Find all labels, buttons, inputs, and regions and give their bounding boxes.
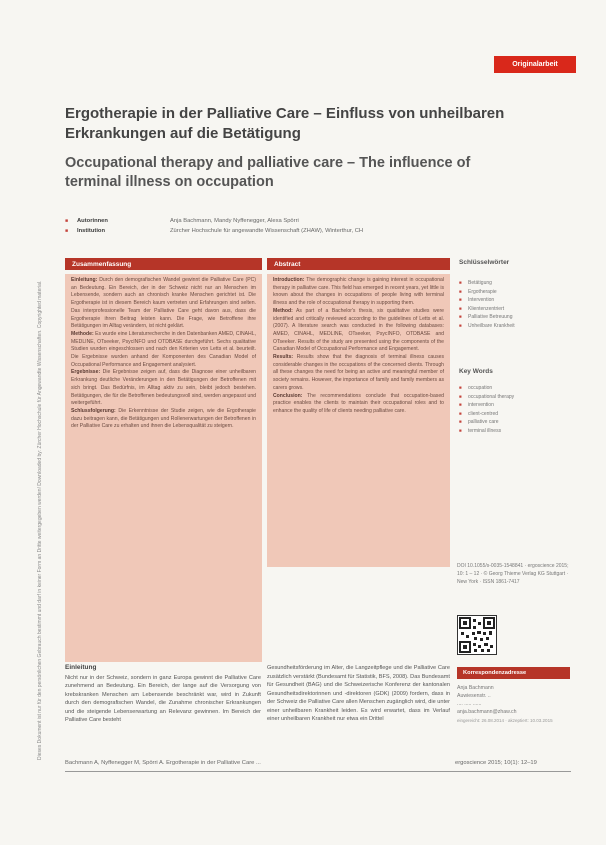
doi-info: DOI 10.1055/s-0035-1548841 · ergoscience 2015; 10: 1 – 12 · © Georg Thieme Verlag KG Stuttgart · New York · ISSN 1861-7417 bbox=[457, 563, 569, 585]
footer-citation: Bachmann A, Nyffenegger M, Spörri A. Ergotherapie in der Palliative Care ... bbox=[65, 760, 261, 766]
authors-value: Anja Bachmann, Mandy Nyffenegger, Alexa Spörri bbox=[170, 218, 299, 224]
keyword-item: ■ Intervention bbox=[459, 296, 515, 305]
zusammenfassung-box bbox=[65, 274, 262, 662]
category-badge: Originalarbeit bbox=[494, 56, 576, 73]
institution-row bbox=[65, 226, 535, 236]
body-text: Gesundheitsförderung im Alter, die Langzeitpflege und die Palliative Care zusätzlich verstärkt (Bundesamt für Statistik, BFS, 2008). Das Bundesamt für Gesundheit (BAG) und die Schweizerische Konferenz der kantonalen Gesundheitsdirektorinnen und -direktoren (GDK) (2009) fordern, dass in der Schweiz die Palliative Care allen Menschen zugänglich wird, die unter einer unheilbaren Krankheit leiden. Es wird erwartet, dass im Verlauf einer unheilbaren Krankheit nur etwa ein Drittel bbox=[267, 665, 450, 722]
keyword-item: ■ occupation bbox=[459, 384, 514, 393]
keyword-item: ■ palliative care bbox=[459, 418, 514, 427]
institution-value: Zürcher Hochschule für angewandte Wissenschaft (ZHAW), Winterthur, CH bbox=[170, 228, 364, 234]
side-copyright-note: Dieses Dokument ist nur für den persönlichen Gebrauch bestimmt und darf in keiner Form an Dritte weitergegeben werden! Downloaded by: Zürcher Hochschule für Angewandte Wissenschaften. Copyrighted material. bbox=[37, 280, 43, 760]
institution-label: ■ Institution bbox=[65, 226, 170, 236]
keywords-list bbox=[459, 384, 514, 435]
abs-para: Conclusion: The recommendations conclude that occupation-based practice enables the clients to maintain their occupational roles and to enhance the quality of life of clients needing palliative care. bbox=[273, 392, 444, 414]
keyword-item: ■ Ergotherapie bbox=[459, 288, 515, 297]
title-english: Occupational therapy and palliative care – The influence of terminal illness on occupation bbox=[65, 155, 471, 190]
zus-para: Einleitung: Durch den demografischen Wandel gewinnt die Palliative Care (PC) an Bedeutung. Ein Bereich, der in der Schweiz nicht nur an Menschen im Lebensende, sondern auch an chronisch kranke Menschen gerichtet ist. Die Ergotherapie ist in diesem Bereich kaum vertreten und Erfahrungen sind selten. Das interprofessionelle Team der Palliative Care geht davon aus, dass die Ergotherapie ihren Beitrag leisten kann. Die Frage, wie Betroffene ihre Betätigungen im Alltag verändern, ist nicht geklärt. bbox=[71, 277, 256, 330]
schluesselwoerter-list bbox=[459, 279, 515, 330]
korrespondenz-heading: Korrespondenzadresse bbox=[457, 667, 570, 679]
title-german: Ergotherapie in der Palliative Care – Einfluss von unheilbaren Erkrankungen auf die Betätigung bbox=[65, 105, 505, 142]
keyword-item: ■ terminal illness bbox=[459, 427, 514, 436]
authors-row bbox=[65, 216, 535, 226]
keyword-item: ■ Unheilbare Krankheit bbox=[459, 322, 515, 331]
abstract-heading: Abstract bbox=[267, 258, 450, 270]
abs-para: Method: As part of a Bachelor's thesis, six qualitative studies were identified and critically reviewed according to the guidelines of Letts et al. (2007). A literature search was conducted in the following databases: AMED, CINAHL, MEDLINE, OTseeker, PsycINFO, OTDBASE and OTseeker. Results of the study are presented using the components of the Canadian Model of Occupational Performance and Engagement. bbox=[273, 307, 444, 353]
body-column-right bbox=[267, 664, 450, 724]
address-line: Anja Bachmann bbox=[457, 685, 494, 691]
keywords-heading: Key Words bbox=[459, 368, 493, 375]
abstract-box bbox=[267, 274, 450, 567]
footer-divider bbox=[65, 771, 571, 772]
zusammenfassung-heading: Zusammenfassung bbox=[65, 258, 262, 270]
keyword-item: ■ Klientenzentriert bbox=[459, 305, 515, 314]
authors-label: ■ Autorinnen bbox=[65, 216, 170, 226]
address-line: .... ..... ...... bbox=[457, 701, 482, 707]
keyword-item: ■ Betätigung bbox=[459, 279, 515, 288]
keyword-item: ■ intervention bbox=[459, 401, 514, 410]
body-text: Nicht nur in der Schweiz, sondern in ganz Europa gewinnt die Palliative Care zunehmend an Bedeutung. Ein Bereich, der lange auf die Versorgung von krebskranken Menschen am Lebensende beschränkt war, wird in Zukunft durch den demografischen Wandel, die Zunahme chronischer Erkrankungen und die steigende Lebenserwartung an Relevanz gewinnen. Im Bereich der Palliative Care besteht bbox=[65, 674, 261, 723]
zus-para: Ergebnisse: Die Ergebnisse zeigen auf, dass die Diagnose einer unheilbaren Erkrankung deutliche Veränderungen in den Betätigungen der Betroffenen mit sich bringt. Das Bedürfnis, im Alltag aktiv zu sein, bleibt jedoch bestehen. Betätigungen, die für die Betroffenen bedeutungsvoll sind, werden angepasst und weitergeführt. bbox=[71, 369, 256, 407]
footer-journal: ergoscience 2015; 10(1): 12–19 bbox=[455, 760, 537, 766]
abs-para: Results: Results show that the diagnosis of terminal illness causes considerable changes in the occupations of the concerned clients. Through all these changes the need for being an active and meaningful member of society remains. However, the importance of family and family members as carers grows. bbox=[273, 354, 444, 391]
zus-para: Schlussfolgerung: Die Erkenntnisse der Studie zeigen, wie die Ergotherapie dazu beitragen kann, die Betätigungen und Rollenerwartungen der Betroffenen in der Palliative Care zu erhalten und ihnen die Lebensqualität zu steigern. bbox=[71, 407, 256, 430]
body-column-left bbox=[65, 664, 261, 725]
email-link[interactable]: anja.bachmann@zhaw.ch bbox=[457, 709, 517, 715]
meta-info bbox=[65, 216, 535, 236]
keyword-item: ■ client-centred bbox=[459, 410, 514, 419]
submission-dates: eingereicht: 26.08.2014 · akzeptiert: 10.03.2015 bbox=[457, 718, 553, 723]
schluesselwoerter-heading: Schlüsselwörter bbox=[459, 259, 510, 266]
keyword-item: ■ Palliative Betreuung bbox=[459, 313, 515, 322]
abs-para: Introduction: The demographic change is gaining interest in occupational therapy in palliative care. This field has emerged in recent years, yet little is known about the changes in occupations of people living with terminal illness and the role of occupational therapy in supporting them. bbox=[273, 277, 444, 307]
zus-para: Methode: Es wurde eine Literaturrecherche in den Datenbanken AMED, CINAHL, MEDLINE, OTseeker, PsycINFO und OTDBASE durchgeführt. Sechs qualitative Studien wurden eingeschlossen und nach den Kriterien von Letts et al. beurteilt. Die Ergebnisse wurden anhand der Komponenten des Canadian Model of Occupational Performance and Engagement analysiert. bbox=[71, 330, 256, 368]
qr-code-icon[interactable] bbox=[457, 615, 497, 655]
section-heading: Einleitung bbox=[65, 664, 97, 671]
korrespondenz-address bbox=[457, 684, 570, 716]
keyword-item: ■ occupational therapy bbox=[459, 393, 514, 402]
address-line: Auwiesenstr. .. bbox=[457, 693, 491, 699]
